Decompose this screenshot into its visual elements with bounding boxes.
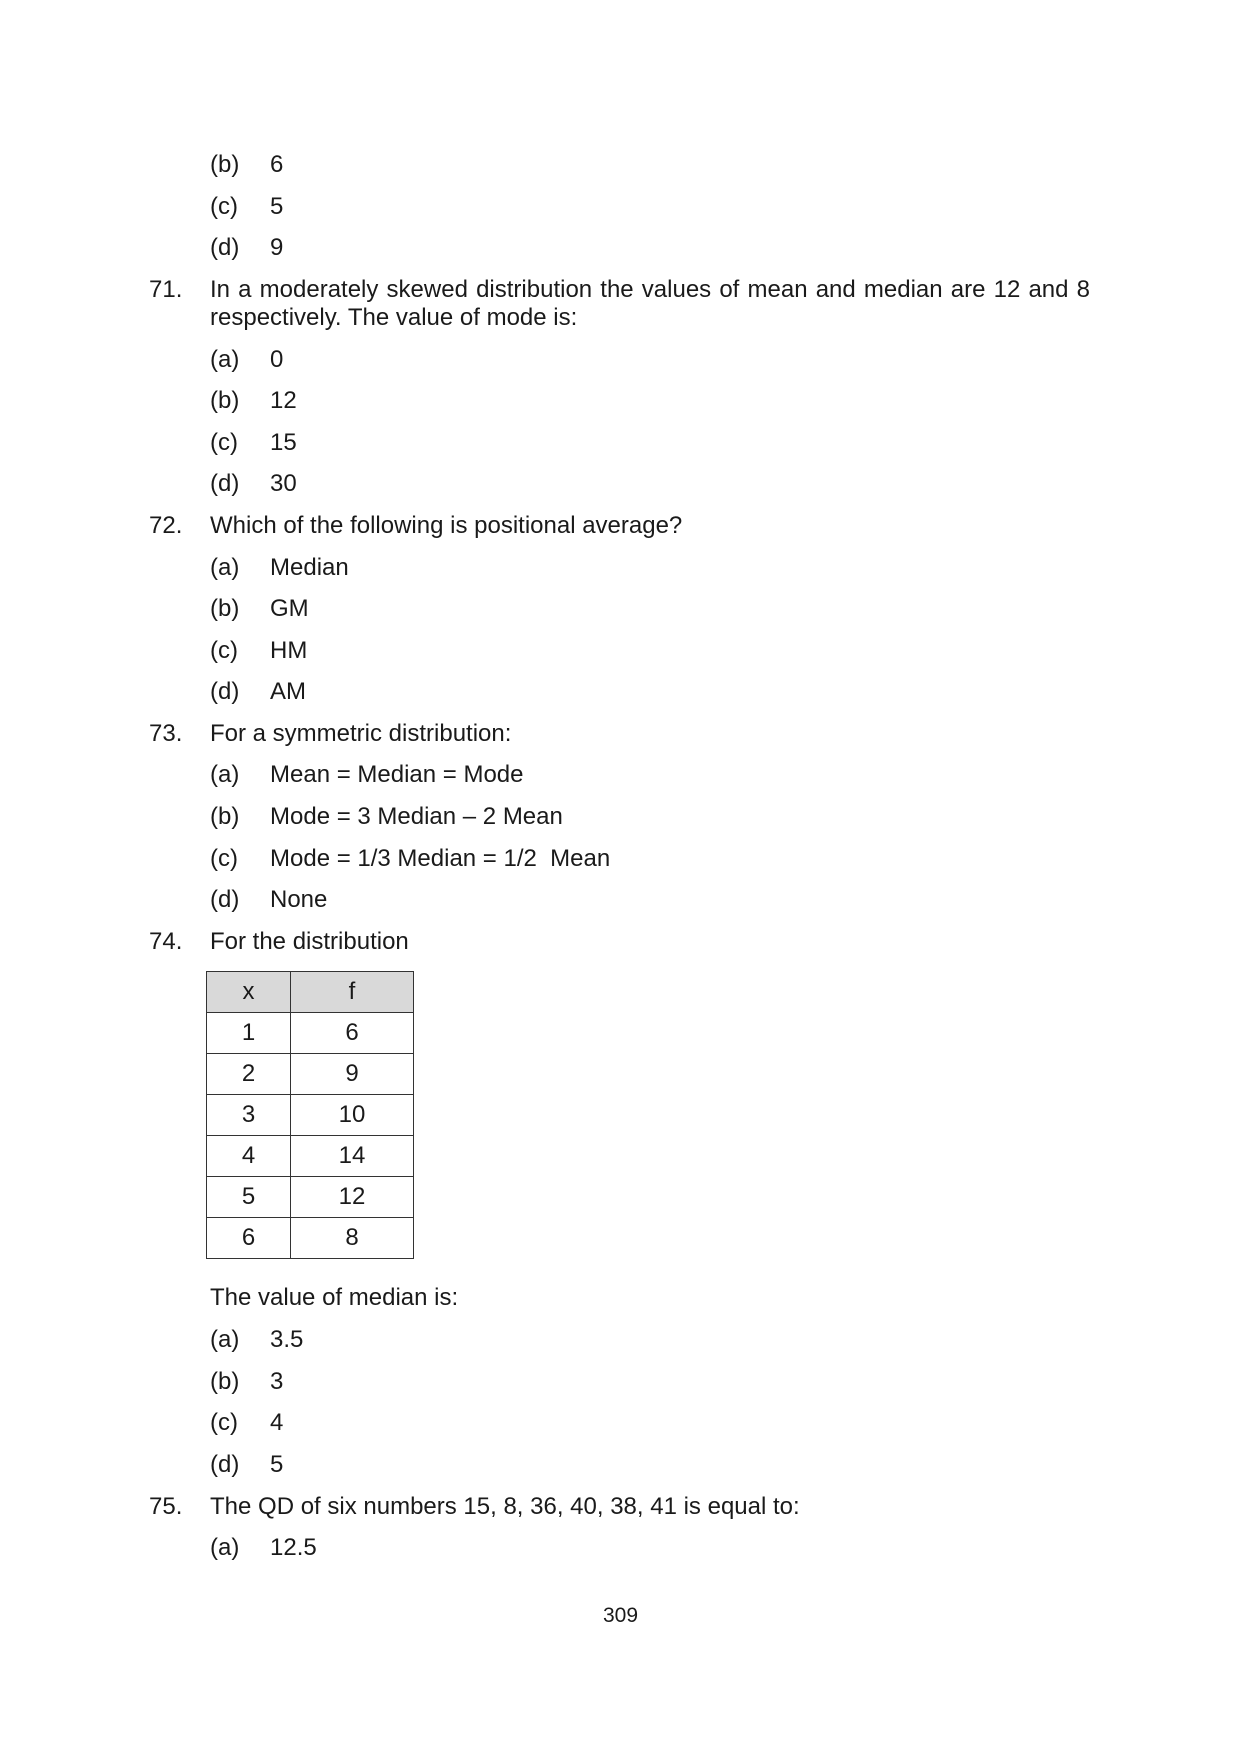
option-label: (c) [210, 637, 238, 664]
option-label: (d) [210, 1451, 240, 1478]
option-label: (c) [210, 193, 238, 220]
option-value: Mode = 1/3 Median = 1/2 Mean [270, 845, 611, 872]
option-label: (b) [210, 387, 240, 414]
cell-f: 10 [291, 1095, 414, 1136]
question-number: 75. [149, 1493, 183, 1520]
question-text: The QD of six numbers 15, 8, 36, 40, 38, 41 is equal to: [210, 1493, 800, 1520]
cell-x: 3 [207, 1095, 291, 1136]
cell-f: 12 [291, 1177, 414, 1218]
option-label: (a) [210, 1534, 240, 1561]
option-label: (b) [210, 151, 240, 178]
question-number: 73. [149, 720, 183, 747]
table-header-row [207, 972, 414, 1013]
option-value: Mean = Median = Mode [270, 761, 524, 788]
option-value: 12.5 [270, 1534, 317, 1561]
option-label: (d) [210, 234, 240, 261]
option-value: 9 [270, 234, 284, 261]
cell-x: 2 [207, 1054, 291, 1095]
option-label: (d) [210, 886, 240, 913]
question-number: 72. [149, 512, 183, 539]
question-number: 71. [149, 276, 183, 303]
cell-f: 9 [291, 1054, 414, 1095]
option-label: (a) [210, 761, 240, 788]
cell-f: 14 [291, 1136, 414, 1177]
option-label: (b) [210, 803, 240, 830]
question-number: 74. [149, 928, 183, 955]
question-text: Which of the following is positional average? [210, 512, 683, 539]
option-value: None [270, 886, 328, 913]
cell-x: 6 [207, 1218, 291, 1259]
option-label: (c) [210, 429, 238, 456]
option-value: Median [270, 554, 349, 581]
option-value: 3.5 [270, 1326, 304, 1353]
option-label: (b) [210, 595, 240, 622]
option-value: 6 [270, 151, 284, 178]
question-text: For the distribution [210, 928, 409, 955]
option-value: AM [270, 678, 306, 705]
table-row [207, 1177, 414, 1218]
cell-x: 5 [207, 1177, 291, 1218]
option-value: GM [270, 595, 309, 622]
page-number: 309 [602, 1604, 639, 1627]
option-value: 5 [270, 193, 284, 220]
header-f: f [291, 972, 414, 1013]
option-label: (c) [210, 845, 238, 872]
option-value: 3 [270, 1368, 284, 1395]
cell-f: 6 [291, 1013, 414, 1054]
table-row [207, 1218, 414, 1259]
header-x: x [207, 972, 291, 1013]
table-row [207, 1136, 414, 1177]
table-row [207, 1013, 414, 1054]
option-label: (b) [210, 1368, 240, 1395]
option-value: 4 [270, 1409, 284, 1436]
question-text: For a symmetric distribution: [210, 720, 512, 747]
option-label: (a) [210, 554, 240, 581]
option-value: 15 [270, 429, 297, 456]
cell-x: 1 [207, 1013, 291, 1054]
option-value: 12 [270, 387, 297, 414]
cell-x: 4 [207, 1136, 291, 1177]
table-row [207, 1054, 414, 1095]
option-label: (a) [210, 1326, 240, 1353]
option-label: (a) [210, 346, 240, 373]
question-text: In a moderately skewed distribution the values of mean and median are 12 and 8 respectively. The value of mode is: [210, 276, 1090, 331]
option-label: (c) [210, 1409, 238, 1436]
question-followup: The value of median is: [210, 1284, 459, 1311]
cell-f: 8 [291, 1218, 414, 1259]
distribution-table [206, 971, 414, 1259]
option-value: 0 [270, 346, 284, 373]
option-value: Mode = 3 Median – 2 Mean [270, 803, 563, 830]
option-label: (d) [210, 678, 240, 705]
option-value: HM [270, 637, 308, 664]
option-value: 30 [270, 470, 297, 497]
option-label: (d) [210, 470, 240, 497]
option-value: 5 [270, 1451, 284, 1478]
table-row [207, 1095, 414, 1136]
